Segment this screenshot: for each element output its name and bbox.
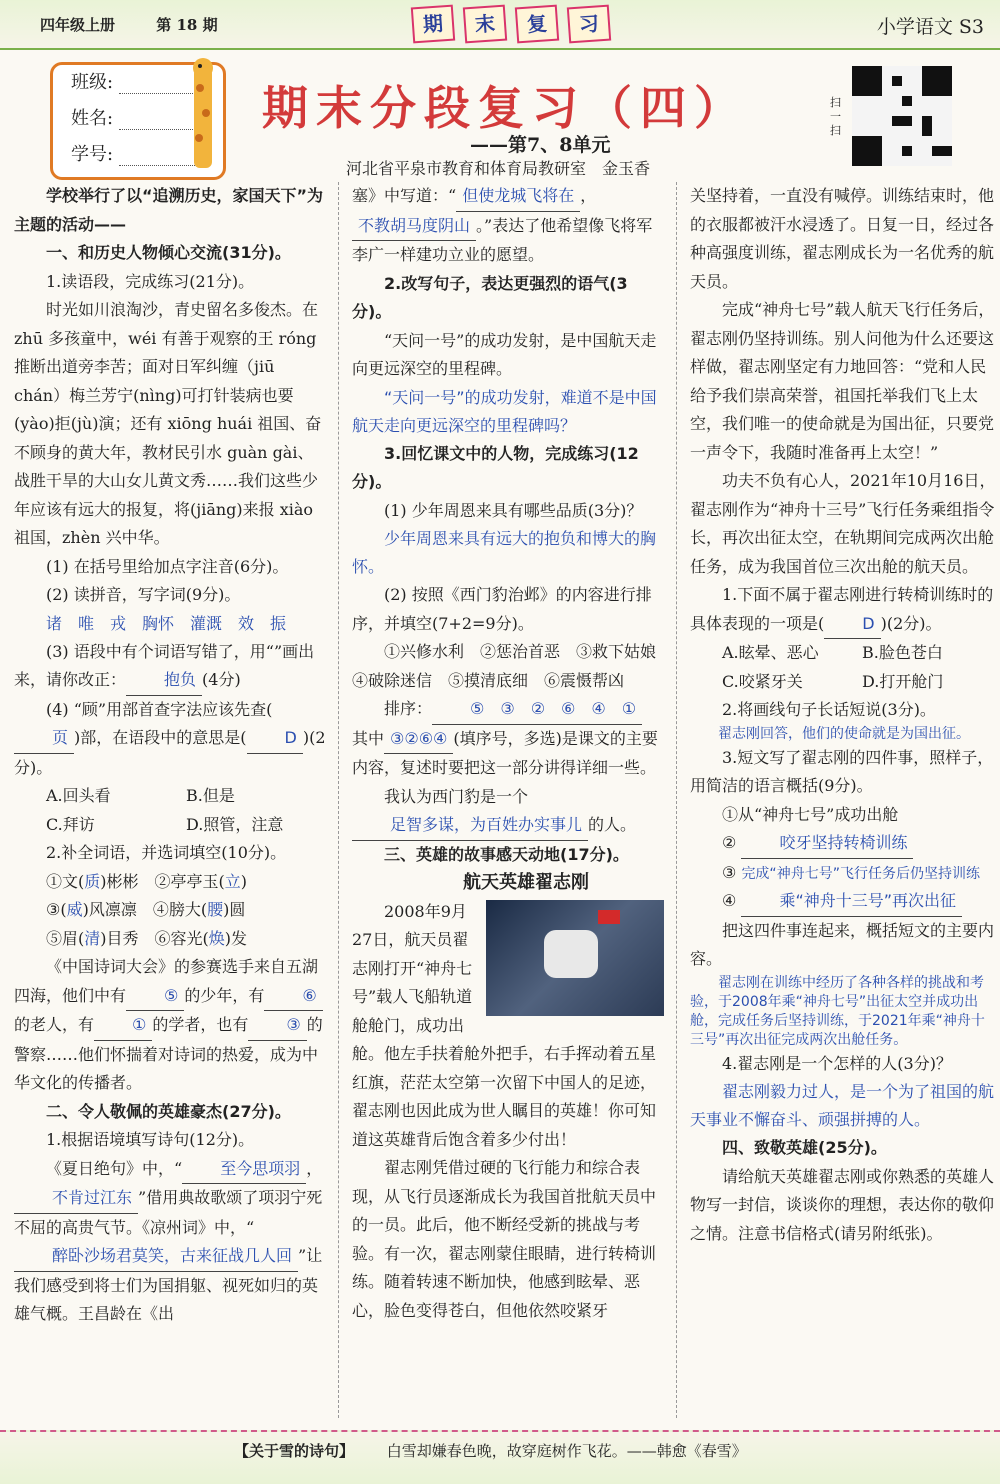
blank-answer[interactable]: 醉卧沙场君莫笑，古来征战几人回 bbox=[14, 1242, 298, 1272]
event-label: ④ bbox=[722, 891, 737, 910]
rewrite-answer[interactable]: “天问一号”的成功发射，难道不是中国航天走向更远深空的里程碑吗？ bbox=[352, 387, 657, 435]
question-c3-3: 3.短文写了翟志刚的四件事，照样子，用简洁的语言概括(9分)。 bbox=[690, 747, 994, 795]
column-divider bbox=[338, 182, 339, 1418]
giraffe-icon bbox=[178, 58, 230, 178]
astronaut-icon bbox=[544, 930, 598, 978]
flag-icon bbox=[598, 910, 620, 924]
banner-char: 复 bbox=[515, 5, 559, 44]
page-number: S3 bbox=[958, 16, 984, 38]
poem-text: 白雪却嫌春色晚，故穿庭树作飞花。——韩愈《春雪》 bbox=[386, 1442, 747, 1460]
question-characters: 3.回忆课文中的人物，完成练习(12分)。 bbox=[352, 443, 639, 491]
question-2: 2.补全词语，并选词填空(10分)。 bbox=[46, 843, 287, 862]
poem-tag: 【关于雪的诗句】 bbox=[234, 1442, 355, 1460]
question-poem: 1.根据语境填写诗句(12分)。 bbox=[46, 1130, 255, 1149]
event-label: ② bbox=[722, 833, 737, 852]
fill-answer[interactable]: 立 bbox=[224, 871, 241, 891]
poem-paragraph bbox=[14, 1155, 326, 1329]
section-3-heading: 三、英雄的故事感天动地(17分)。 bbox=[384, 844, 629, 864]
column-divider bbox=[676, 182, 677, 1418]
para-text: 的学者，也有 bbox=[152, 1015, 249, 1034]
option: D.照管，注意 bbox=[186, 814, 284, 834]
answer-3-1[interactable]: 少年周恩来具有远大的抱负和博大的胸怀。 bbox=[352, 529, 657, 576]
story-title: 航天英雄翟志刚 bbox=[463, 872, 589, 893]
fill-row bbox=[14, 896, 326, 925]
activity-intro: 学校举行了以“追溯历史，家国天下”为主题的活动—— bbox=[14, 186, 324, 234]
banner-char: 末 bbox=[463, 5, 507, 44]
option: C.咬紧牙关 bbox=[722, 671, 803, 691]
question-1-2: (2) 读拼音，写字词(9分)。 bbox=[46, 585, 241, 604]
think-answer[interactable]: 足智多谋，为百姓办实事儿 bbox=[352, 811, 588, 841]
q-text: (4) “顾”用部首查字法应该先查( bbox=[46, 699, 273, 719]
fill-paragraph bbox=[14, 953, 326, 1098]
column-1 bbox=[14, 182, 326, 1329]
blank-answer[interactable]: 不教胡马度阴山 bbox=[352, 212, 476, 242]
blank-answer[interactable]: ⑤ bbox=[126, 982, 184, 1012]
options-c3-1 bbox=[690, 639, 996, 696]
order-line bbox=[352, 695, 664, 725]
header-left bbox=[40, 14, 254, 35]
answer-1-3[interactable]: 抱负 bbox=[126, 666, 202, 696]
subject-label: 小学语文 bbox=[876, 16, 953, 38]
page-title: 期末分段复习（四） bbox=[262, 81, 748, 135]
option: A.回头看 bbox=[46, 786, 111, 805]
para-text: ， bbox=[306, 1158, 323, 1178]
option: D.打开舱门 bbox=[862, 671, 944, 691]
footer-poem bbox=[234, 1440, 747, 1461]
fill-text: )目秀 bbox=[100, 928, 139, 948]
para-text: 其中 bbox=[352, 728, 385, 748]
para-text: 我认为西门豹是一个 bbox=[384, 786, 529, 806]
section-1-heading: 一、和历史人物倾心交流(31分)。 bbox=[46, 243, 291, 262]
para-text: ， bbox=[580, 186, 597, 205]
reading-passage: 时光如川浪淘沙，青史留名多俊杰。在 zhū 多孩童中，wéi 有善于观察的王 róng 推断出道旁李苦；面对日军纠缠（jiū chán）梅兰芳宁(nìng)可打针装病也要(yào)拒(jù)演；还有 xiōng huái 祖国、奋不顾身的黄大年，教材民引水 guàn gài、战胜干旱的大山女儿黄文秀……我们这些少年应该有远大的报复，将(jiāng)来报 xiào 祖国，zhèn 兴中华。 bbox=[14, 300, 322, 547]
id-label: 学号: bbox=[71, 144, 114, 165]
question-rewrite: 2.改写句子，表达更强烈的语气(3分)。 bbox=[352, 273, 628, 321]
question-c3-4: 4.翟志刚是一个怎样的人(3分)？ bbox=[722, 1053, 952, 1073]
page-subtitle: ——第7、8单元 bbox=[470, 134, 611, 156]
para-text: ”让我们感受到将士们为国捐躯、视死如归的英雄气概。王昌龄在《出 bbox=[14, 1246, 323, 1323]
question-1-1: (1) 在括号里给加点字注音(6分)。 bbox=[46, 556, 289, 576]
story-paragraph-2: 翟志刚凭借过硬的飞行能力和综合表现，从飞行员逐渐成长为我国首批航天员中的一员。此后，他不断经受新的挑战与考验。有一次，翟志刚蒙住眼睛，进行转椅训练。随着转速不断加快，他感到眩晕、恶心，脸色变得苍白，但他依然咬紧牙 bbox=[352, 1158, 657, 1320]
para-text: 《中国诗词大会》的参赛选手来自五湖四海，他们中有 bbox=[14, 957, 319, 1005]
fill-text: ⑤眉( bbox=[46, 928, 85, 948]
fill-text: ④膀大( bbox=[152, 900, 208, 919]
option: C.拜访 bbox=[46, 814, 95, 834]
q-text: )部，在语段中的意思是( bbox=[74, 728, 247, 747]
event-answer[interactable]: 完成“神舟七号”飞行任务后仍坚持训练 bbox=[741, 865, 980, 882]
main-content-answer[interactable]: ③②⑥④ bbox=[384, 725, 453, 755]
option: B.脸色苍白 bbox=[862, 643, 943, 662]
section-4-heading: 四、致敬英雄(25分)。 bbox=[722, 1138, 887, 1157]
q-text: 1.下面不属于翟志刚进行转椅训练时的具体表现的一项是( bbox=[690, 585, 994, 633]
answer-c3-1[interactable]: D bbox=[824, 610, 880, 640]
answer-1-4a[interactable]: 页 bbox=[14, 724, 74, 754]
story-paragraph-5: 功夫不负有心人，2021年10月16日，翟志刚作为“神舟十三号”飞行任务乘组指令长，再次出征太空，在轨期间完成两次出舱任务，成为我国首位三次出舱的航天员。 bbox=[690, 471, 996, 576]
event-answer[interactable]: 乘“神舟十三号”再次出征 bbox=[741, 887, 962, 917]
fill-text: ③( bbox=[46, 900, 67, 919]
q-text: (4分) bbox=[202, 670, 241, 689]
question-1: 1.读语段，完成练习(21分)。 bbox=[46, 271, 255, 291]
q-text: (3) 语段中有个词语写错了，用“ bbox=[46, 641, 274, 661]
q-text: )(2分)。 bbox=[14, 728, 326, 777]
banner-char: 习 bbox=[567, 5, 611, 44]
answer-1-4b[interactable]: D bbox=[247, 724, 303, 754]
think-line bbox=[352, 783, 664, 841]
para-text: (填序号，多选)是课文的主要内容，复述时要把这一部分讲得详细一些。 bbox=[352, 728, 658, 777]
answer-c3-4[interactable]: 翟志刚毅力过人，是一个为了祖国的航天事业不懈奋斗、顽强拼搏的人。 bbox=[690, 1082, 995, 1129]
option: A.眩晕、恶心 bbox=[722, 643, 819, 662]
question-c3-1 bbox=[690, 581, 996, 639]
para-text: 的少年，有 bbox=[184, 985, 265, 1005]
story-paragraph-3: 关坚持着，一直没有喊停。训练结束时，他的衣服都被汗水浸透了。日复一日，经过各种高强度训练，翟志刚成长为一名优秀的航天员。 bbox=[690, 186, 995, 291]
section-2-heading: 二、令人敬佩的英雄豪杰(27分)。 bbox=[46, 1101, 291, 1121]
q-text: ”画出来，请你改正： bbox=[14, 641, 315, 689]
question-c3-3b: 把这四件事连起来，概括短文的主要内容。 bbox=[690, 920, 995, 968]
blank-answer[interactable]: 至今思项羽 bbox=[182, 1155, 306, 1185]
event-4 bbox=[690, 887, 996, 917]
name-label: 姓名: bbox=[71, 108, 114, 129]
blank-answer[interactable]: 但使龙城飞将在 bbox=[456, 182, 580, 212]
fill-text: )圆 bbox=[223, 900, 246, 919]
event-label: ③ bbox=[722, 862, 737, 882]
banner bbox=[412, 6, 610, 42]
main-content-line bbox=[352, 725, 664, 783]
order-answer[interactable]: ⑤ ③ ② ⑥ ④ ① bbox=[432, 695, 642, 725]
para-text: 的人。 bbox=[588, 815, 637, 834]
story-text: 2008年9月27日，航天员翟志刚打开“神舟七号”载人飞船轨道舱舱门，成功出舱。他左手扶着舱外把手，右手挥动着五星红旗，茫茫太空第一次留下中国人的足迹，翟志刚也因此成为世人瞩目的英雄！你可知道这英雄背后饱含着多少付出！ bbox=[352, 901, 657, 1149]
order-label: 排序： bbox=[384, 699, 433, 718]
blank-answer[interactable]: ⑥ bbox=[264, 982, 322, 1012]
fill-text: ②亭亭玉( bbox=[154, 871, 225, 891]
event-2 bbox=[690, 829, 996, 859]
column-2 bbox=[352, 182, 673, 1325]
blank-answer[interactable]: 不肯过江东 bbox=[14, 1184, 138, 1214]
fill-text: )发 bbox=[224, 928, 248, 948]
fill-answer[interactable]: 质 bbox=[84, 871, 101, 891]
grade-label: 四年级上册 bbox=[40, 16, 116, 34]
event-answer[interactable]: 咬牙坚持转椅训练 bbox=[741, 829, 913, 859]
class-label: 班级: bbox=[71, 72, 114, 93]
rewrite-source: “天问一号”的成功发射，是中国航天走向更远深空的里程碑。 bbox=[352, 330, 657, 378]
astronaut-photo bbox=[486, 900, 664, 1016]
blank-answer[interactable]: ③ bbox=[248, 1011, 306, 1041]
fill-text: ①文( bbox=[46, 871, 85, 891]
writing-task: 请给航天英雄翟志刚或你熟悉的英雄人物写一封信，谈谈你的理想，表达你的敬仰之情。注意书信格式(请另附纸张)。 bbox=[690, 1166, 995, 1243]
fill-answer[interactable]: 焕 bbox=[208, 928, 225, 948]
story-paragraph-4: 完成“神舟七号”载人航天飞行任务后，翟志刚仍坚持训练。别人问他为什么还要这样做，翟志刚坚定有力地回答：“党和人民给予我们崇高荣誉，祖国托举我们飞上太空，我们唯一的使命就是为国出征，只要党一声令下，我随时准备再上太空！” bbox=[690, 300, 995, 462]
fill-row bbox=[14, 925, 326, 954]
q-text: )(2分)。 bbox=[880, 613, 942, 633]
answer-c3-3b[interactable]: 翟志刚在训练中经历了各种各样的挑战和考验，于2008年乘“神舟七号”出征太空并成功出舱，完成任务后坚持训练，于2021年乘“神舟十三号”再次出征完成两次出舱任务。 bbox=[690, 974, 985, 1048]
para-text: 塞》中写道：“ bbox=[352, 186, 457, 205]
event-3 bbox=[690, 859, 996, 888]
answer-1-2: 诸 唯 戎 胸怀 灌溉 效 振 bbox=[46, 613, 287, 633]
answer-c3-2[interactable]: 翟志刚回答，他们的使命就是为国出征。 bbox=[718, 725, 970, 742]
fill-answer[interactable]: 清 bbox=[84, 928, 101, 948]
order-items: ①兴修水利 ②惩治首恶 ③救下姑娘 ④破除迷信 ⑤摸清底细 ⑥震慑帮凶 bbox=[352, 642, 673, 690]
blank-answer[interactable]: ① bbox=[94, 1011, 152, 1041]
fill-answer[interactable]: 威 bbox=[66, 900, 83, 919]
para-text: 的警察……他们怀揣着对诗词的热爱，成为中华文化的传播者。 bbox=[14, 1015, 323, 1092]
event-1: ①从“神舟七号”成功出舱 bbox=[722, 804, 899, 824]
question-1-3 bbox=[14, 638, 326, 696]
para-text: 《夏日绝句》中，“ bbox=[46, 1158, 183, 1178]
question-3-1: (1) 少年周恩来具有哪些品质(3分)？ bbox=[384, 500, 643, 520]
fill-answer[interactable]: 腰 bbox=[207, 900, 224, 919]
header-right bbox=[877, 12, 984, 39]
author-byline: 河北省平泉市教育和体育局教研室 金玉香 bbox=[346, 159, 651, 178]
para-text: 的老人，有 bbox=[14, 1015, 95, 1034]
fill-text: ⑥容光( bbox=[154, 928, 209, 948]
para-text: ”借用典故歌颂了项羽宁死不屈的高贵气节。《凉州词》中，“ bbox=[14, 1188, 323, 1237]
qr-code-icon[interactable] bbox=[852, 66, 952, 166]
option: B.但是 bbox=[186, 786, 235, 805]
fill-row bbox=[14, 868, 326, 897]
fill-text: )风凛凛 bbox=[82, 900, 137, 919]
column-3 bbox=[690, 182, 996, 1248]
options-1-4 bbox=[14, 782, 326, 839]
fill-text: )彬彬 bbox=[100, 871, 139, 891]
banner-char: 期 bbox=[411, 5, 455, 44]
fill-text: ) bbox=[240, 871, 248, 891]
question-1-4 bbox=[14, 696, 326, 783]
qr-label: 扫一扫 bbox=[830, 96, 841, 137]
para-text: 。”表达了他希望像飞将军李广一样建功立业的愿望。 bbox=[352, 215, 653, 264]
issue-label: 第 18 期 bbox=[156, 16, 218, 34]
question-c3-2: 2.将画线句子长话短说(3分)。 bbox=[722, 700, 936, 719]
header-bar bbox=[0, 0, 1000, 50]
question-3-2: (2) 按照《西门豹治邺》的内容进行排序，并填空(7+2=9分)。 bbox=[352, 585, 652, 633]
poem-continue bbox=[352, 182, 664, 270]
story-paragraph-1 bbox=[352, 898, 664, 1155]
